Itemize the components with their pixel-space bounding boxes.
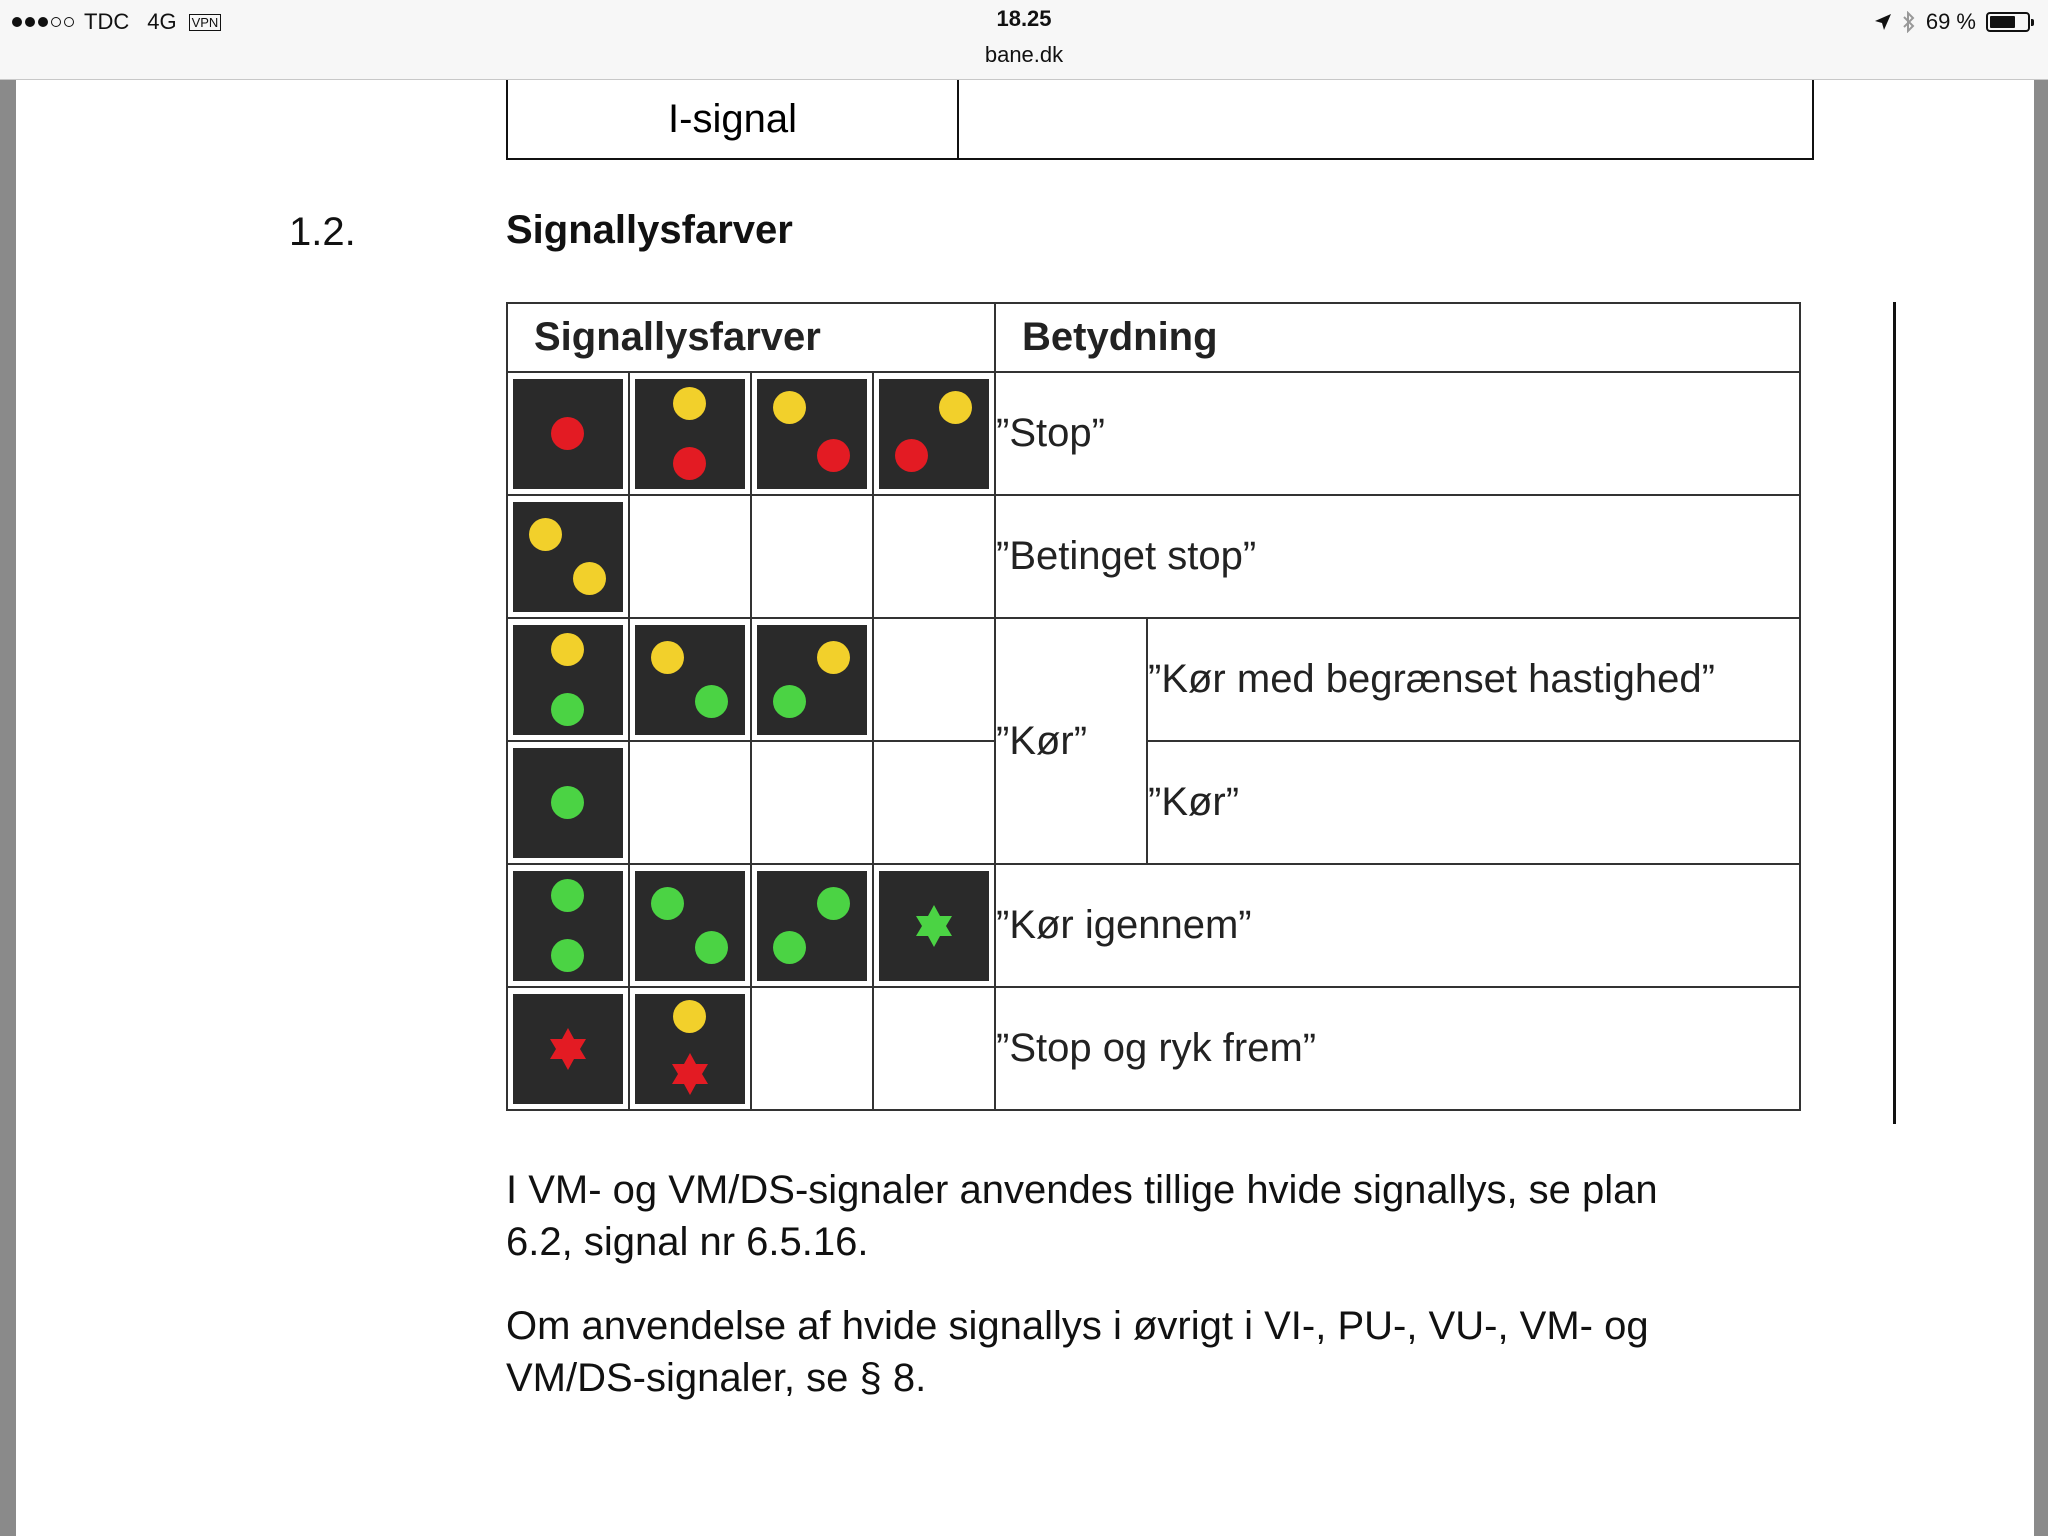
lamp-cell-empty bbox=[873, 618, 995, 741]
lamp-cell bbox=[629, 372, 751, 495]
clock: 18.25 bbox=[996, 6, 1052, 31]
paragraph-line: Om anvendelse af hvide signallys i øvrigt i VI-, PU-, VU-, VM- og bbox=[506, 1304, 1649, 1348]
lamp-cell bbox=[629, 618, 751, 741]
lamp-cell-empty bbox=[751, 495, 873, 618]
signal-lamp-icon bbox=[513, 994, 623, 1104]
signal-lamp-icon bbox=[879, 871, 989, 981]
green-star-icon bbox=[912, 904, 956, 948]
meaning-stop: ”Stop” bbox=[995, 372, 1800, 495]
change-marker bbox=[1893, 302, 1896, 1124]
signal-lamp-icon bbox=[635, 871, 745, 981]
table-row bbox=[507, 741, 1800, 864]
network-label: 4G bbox=[147, 9, 177, 34]
previous-table-fragment bbox=[506, 80, 1814, 160]
signal-lamp-icon bbox=[513, 502, 623, 612]
paragraph-line: VM/DS-signaler, se § 8. bbox=[506, 1356, 927, 1400]
meaning-kor: ”Kør” bbox=[1147, 741, 1800, 864]
lamp-cell-empty bbox=[751, 741, 873, 864]
signal-lamp-icon bbox=[757, 871, 867, 981]
signal-lamp-icon bbox=[635, 625, 745, 735]
signal-lamp-icon bbox=[879, 379, 989, 489]
table-cell: I-signal bbox=[508, 80, 959, 158]
status-right bbox=[1874, 8, 2030, 36]
lamp-cell-empty bbox=[873, 741, 995, 864]
table-cell-empty bbox=[959, 80, 1812, 158]
table-header-row bbox=[507, 303, 1800, 372]
lamp-cell-empty bbox=[751, 987, 873, 1110]
lamp-cell-empty bbox=[873, 495, 995, 618]
section-title: Signallysfarver bbox=[506, 208, 793, 252]
scroll-gutter[interactable] bbox=[2034, 80, 2048, 1536]
lamp-cell bbox=[629, 987, 751, 1110]
signal-lamp-icon bbox=[513, 871, 623, 981]
paragraph-1 bbox=[506, 1164, 1658, 1268]
lamp-cell bbox=[507, 618, 629, 741]
signal-colors-table bbox=[506, 302, 1801, 1111]
lamp-cell bbox=[751, 618, 873, 741]
table-row bbox=[507, 495, 1800, 618]
page-gutter-left bbox=[0, 80, 16, 1536]
lamp-cell bbox=[873, 372, 995, 495]
lamp-cell-empty bbox=[629, 495, 751, 618]
carrier-label: TDC bbox=[84, 9, 130, 34]
battery-icon bbox=[1986, 12, 2030, 32]
signal-lamp-icon bbox=[513, 625, 623, 735]
header-signallysfarver: Signallysfarver bbox=[507, 303, 995, 372]
lamp-cell bbox=[507, 987, 629, 1110]
meaning-stop-og-ryk-frem: ”Stop og ryk frem” bbox=[995, 987, 1800, 1110]
lamp-cell bbox=[507, 372, 629, 495]
location-arrow-icon bbox=[1874, 13, 1892, 31]
signal-lamp-icon bbox=[635, 994, 745, 1104]
table-row bbox=[507, 987, 1800, 1110]
meaning-betinget-stop: ”Betinget stop” bbox=[995, 495, 1800, 618]
paragraph-line: I VM- og VM/DS-signaler anvendes tillige hvide signallys, se plan bbox=[506, 1168, 1658, 1212]
section-number: 1.2. bbox=[289, 210, 356, 254]
red-star-icon bbox=[546, 1027, 590, 1071]
meaning-kor-group: ”Kør” bbox=[995, 618, 1147, 864]
lamp-cell bbox=[507, 864, 629, 987]
signal-lamp-icon bbox=[757, 625, 867, 735]
table-row bbox=[507, 618, 1800, 741]
lamp-cell bbox=[873, 864, 995, 987]
lamp-cell bbox=[507, 495, 629, 618]
lamp-cell bbox=[751, 864, 873, 987]
battery-percent: 69 % bbox=[1925, 9, 1976, 34]
red-star-icon bbox=[668, 1052, 712, 1096]
lamp-cell bbox=[751, 372, 873, 495]
signal-lamp-icon bbox=[757, 379, 867, 489]
lamp-cell bbox=[507, 741, 629, 864]
lamp-cell bbox=[629, 864, 751, 987]
paragraph-2 bbox=[506, 1300, 1649, 1404]
signal-lamp-icon bbox=[513, 748, 623, 858]
table-row bbox=[507, 864, 1800, 987]
url-label[interactable]: bane.dk bbox=[984, 42, 1064, 67]
status-bar bbox=[0, 0, 2048, 80]
lamp-cell-empty bbox=[873, 987, 995, 1110]
lamp-cell-empty bbox=[629, 741, 751, 864]
signal-lamp-icon bbox=[635, 379, 745, 489]
meaning-kor-begraenset: ”Kør med begrænset hastighed” bbox=[1147, 618, 1800, 741]
table-row bbox=[507, 372, 1800, 495]
vpn-badge: VPN bbox=[189, 14, 222, 31]
meaning-kor-igennem: ”Kør igennem” bbox=[995, 864, 1800, 987]
header-betydning: Betydning bbox=[995, 303, 1800, 372]
signal-lamp-icon bbox=[513, 379, 623, 489]
paragraph-line: 6.2, signal nr 6.5.16. bbox=[506, 1220, 869, 1264]
bluetooth-icon bbox=[1902, 11, 1916, 33]
